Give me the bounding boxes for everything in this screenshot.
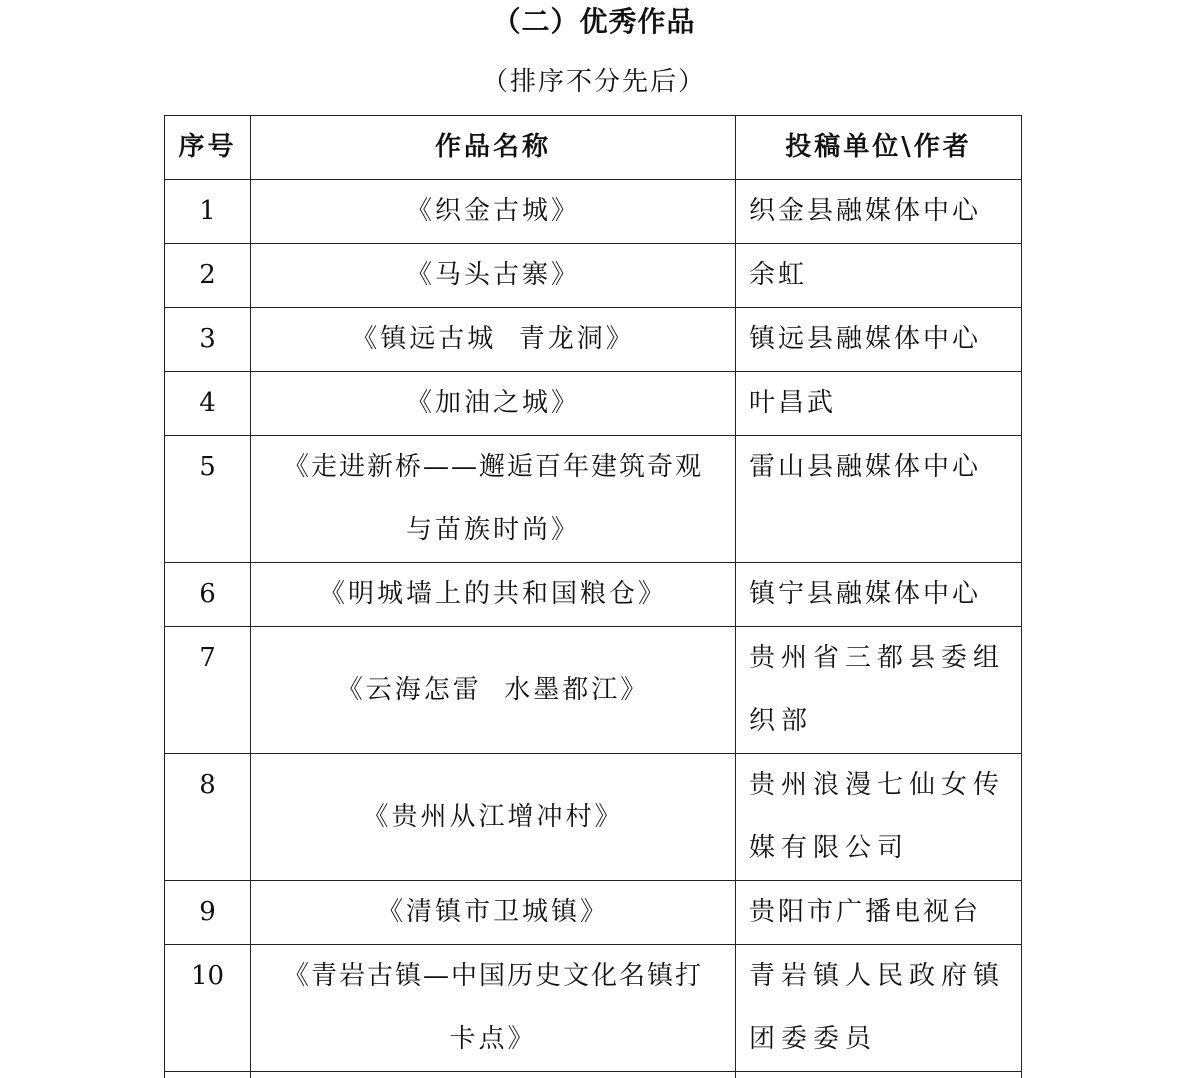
continuation-cell xyxy=(251,1072,736,1078)
table-row xyxy=(165,627,1022,754)
table-row xyxy=(165,945,1022,1072)
section-title: （二）优秀作品 xyxy=(0,2,1188,42)
row-author-line: 媒有限公司 xyxy=(749,817,1021,880)
table-row xyxy=(165,436,1022,563)
row-number: 2 xyxy=(165,244,251,308)
row-work-name: 《清镇市卫城镇》 xyxy=(251,881,736,945)
row-work-name xyxy=(251,436,736,563)
row-author: 雷山县融媒体中心 xyxy=(736,436,1022,563)
works-table xyxy=(164,115,1022,1078)
header-name: 作品名称 xyxy=(251,116,736,180)
row-number: 5 xyxy=(165,436,251,563)
row-author-line: 青岩镇人民政府镇 xyxy=(749,945,1021,1008)
row-author-line: 团委委员 xyxy=(749,1008,1021,1071)
section-subtitle: （排序不分先后） xyxy=(0,62,1188,102)
table-row xyxy=(165,754,1022,881)
row-work-name: 《加油之城》 xyxy=(251,372,736,436)
table-row xyxy=(165,308,1022,372)
row-author: 余虹 xyxy=(736,244,1022,308)
row-work-name: 《明城墙上的共和国粮仓》 xyxy=(251,563,736,627)
row-number: 9 xyxy=(165,881,251,945)
table-row xyxy=(165,244,1022,308)
row-author: 叶昌武 xyxy=(736,372,1022,436)
row-author: 贵阳市广播电视台 xyxy=(736,881,1022,945)
table-row-continuation xyxy=(165,1072,1022,1078)
row-work-name xyxy=(251,945,736,1072)
table-row xyxy=(165,372,1022,436)
row-number: 8 xyxy=(165,754,251,881)
row-number: 1 xyxy=(165,180,251,244)
row-work-name: 《织金古城》 xyxy=(251,180,736,244)
row-work-name: 《马头古寨》 xyxy=(251,244,736,308)
continuation-cell xyxy=(736,1072,1022,1078)
table-row xyxy=(165,563,1022,627)
row-work-name: 《云海怎雷 水墨都江》 xyxy=(251,627,736,754)
row-author xyxy=(736,627,1022,754)
row-work-name-line: 《走进新桥——邂逅百年建筑奇观 xyxy=(251,436,735,499)
row-work-name-line: 与苗族时尚》 xyxy=(251,499,735,562)
row-work-name: 《镇远古城 青龙洞》 xyxy=(251,308,736,372)
row-number: 6 xyxy=(165,563,251,627)
row-number: 4 xyxy=(165,372,251,436)
row-author-line: 贵州省三都县委组 xyxy=(749,627,1021,690)
row-number: 7 xyxy=(165,627,251,754)
row-author: 织金县融媒体中心 xyxy=(736,180,1022,244)
header-number: 序号 xyxy=(165,116,251,180)
continuation-cell xyxy=(165,1072,251,1078)
row-author xyxy=(736,945,1022,1072)
row-work-name-line: 卡点》 xyxy=(251,1008,735,1071)
header-author: 投稿单位\作者 xyxy=(736,116,1022,180)
row-author-line: 织部 xyxy=(749,690,1021,753)
row-work-name: 《贵州从江增冲村》 xyxy=(251,754,736,881)
row-author xyxy=(736,754,1022,881)
row-author-line: 贵州浪漫七仙女传 xyxy=(749,754,1021,817)
row-number: 10 xyxy=(165,945,251,1072)
row-work-name-line: 《青岩古镇—中国历史文化名镇打 xyxy=(251,945,735,1008)
table-row xyxy=(165,180,1022,244)
row-author: 镇远县融媒体中心 xyxy=(736,308,1022,372)
table-row xyxy=(165,881,1022,945)
row-number: 3 xyxy=(165,308,251,372)
row-author: 镇宁县融媒体中心 xyxy=(736,563,1022,627)
table-header-row xyxy=(165,116,1022,180)
